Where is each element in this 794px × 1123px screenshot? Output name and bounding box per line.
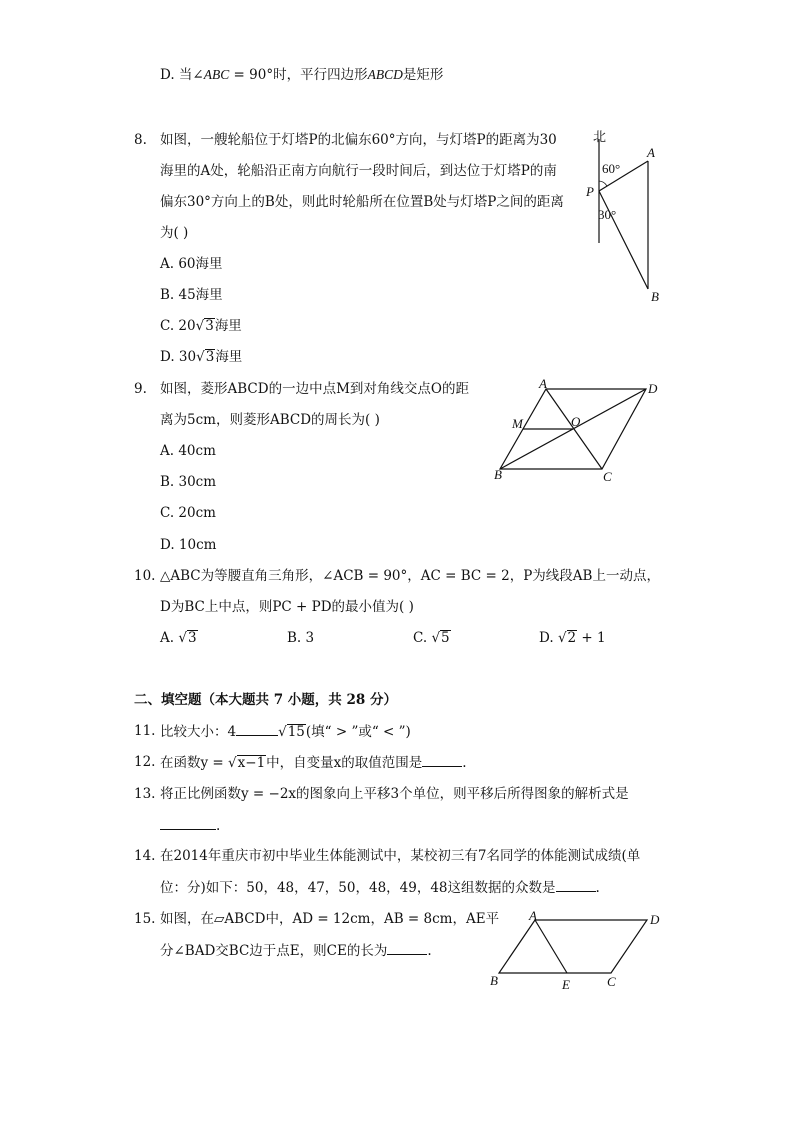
q10-c-prefix: C. — [413, 630, 432, 646]
q14-number: 14. — [134, 848, 156, 864]
q7-d-mid: = 90°时，平行四边形 — [229, 67, 368, 83]
q15-figure — [485, 905, 670, 995]
q12-prefix: 在函数y = — [160, 755, 229, 771]
q15-fig-c: C — [607, 974, 616, 989]
q14-text-line2: 位：分)如下：50，48，47，50，48，49，48这组数据的众数是 — [160, 880, 556, 896]
q13-answer-blank[interactable] — [160, 815, 216, 830]
q7-d-abcd: ABCD — [367, 67, 403, 82]
q11-prefix: 比较大小：4 — [160, 724, 237, 740]
q15-end: . — [427, 943, 432, 959]
q15-text-line1: 如图，在▱ABCD中，AD = 12cm，AB = 8cm，AE平 — [160, 911, 500, 927]
q9-fig-m: M — [512, 416, 523, 431]
q10-text-line1: △ABC为等腰直角三角形，∠ACB = 90°，AC = BC = 2，P为线段AB上一动点， — [160, 568, 660, 584]
q13-answer-line — [160, 815, 220, 836]
q9-text-line1: 如图，菱形ABCD的一边中点M到对角线交点O的距 — [160, 381, 469, 397]
q8-fig-angle2: 30° — [598, 207, 617, 222]
q10-number: 10. — [134, 568, 156, 584]
q10-c-root: 5 — [441, 630, 450, 646]
q12-root: x−1 — [237, 755, 266, 771]
q13-text-line1: 将正比例函数y = −2x的图象向上平移3个单位，则平移后所得图象的解析式是 — [160, 786, 629, 802]
q14-text-line1: 在2014年重庆市初中毕业生体能测试中，某校初三有7名同学的体能测试成绩(单 — [160, 848, 641, 864]
q8-c-root: 3 — [205, 318, 214, 334]
q7-option-d — [160, 65, 443, 85]
q8-fig-a: A — [647, 145, 655, 160]
q9-option-d[interactable]: D. 10cm — [160, 537, 217, 553]
q15-text-line2-wrap — [160, 940, 432, 961]
q10-option-b[interactable]: B. 3 — [287, 630, 315, 646]
q11-suffix: (填“ > ”或“ < ”) — [305, 724, 411, 740]
section2-title: 二、填空题（本大题共 7 小题，共 28 分） — [134, 692, 397, 708]
q8-d-root: 3 — [205, 349, 215, 365]
q7-d-suffix: 是矩形 — [402, 67, 444, 83]
q8-fig-angle1: 60° — [602, 161, 621, 176]
q10-d-suffix: + 1 — [577, 630, 606, 646]
q8-fig-north: 北 — [593, 129, 607, 144]
q11-root: 15 — [287, 724, 305, 740]
q8-d-suffix: 海里 — [215, 349, 243, 365]
q10-text-line2: D为BC上中点，则PC + PD的最小值为( ) — [160, 599, 414, 615]
q10-option-d[interactable]: D. √2 + 1 — [539, 630, 606, 646]
q15-fig-e: E — [562, 977, 570, 992]
q10-a-root: 3 — [187, 630, 197, 646]
q11-answer-blank[interactable] — [236, 721, 278, 736]
q15-answer-blank[interactable] — [387, 940, 427, 955]
q9-number: 9. — [134, 381, 147, 397]
q8-figure — [580, 125, 670, 310]
q8-text-line3: 偏东30°方向上的B处，则此时轮船所在位置B处与灯塔P之间的距离 — [160, 194, 564, 210]
q12-answer-blank[interactable] — [422, 752, 462, 767]
q8-d-prefix: D. 30 — [160, 349, 197, 365]
q13-end: . — [216, 818, 221, 834]
q13-number: 13. — [134, 786, 156, 802]
q8-text-line2: 海里的A处，轮船沿正南方向航行一段时间后，到达位于灯塔P的南 — [160, 163, 557, 179]
q9-fig-c: C — [603, 469, 612, 484]
q7-d-abc: ABC — [203, 67, 230, 82]
q7-d-prefix: D. 当∠ — [160, 67, 204, 83]
q8-c-prefix: C. 20 — [160, 318, 196, 334]
q15-number: 15. — [134, 911, 156, 927]
q15-fig-b: B — [490, 973, 498, 988]
q11-text: 比较大小：4 √15(填“ > ”或“ < ”) — [160, 721, 411, 742]
q12-number: 12. — [134, 754, 156, 770]
q9-text-line2: 离为5cm，则菱形ABCD的周长为( ) — [160, 412, 380, 428]
q12-suffix: 中，自变量x的取值范围是 — [266, 755, 423, 771]
q9-fig-b: B — [494, 467, 502, 482]
q14-text-line2-wrap — [160, 877, 600, 898]
q9-fig-o: O — [571, 414, 581, 429]
q10-option-a[interactable]: A. √3 — [160, 630, 197, 646]
q8-option-d[interactable]: D. 30√3海里 — [160, 349, 243, 365]
q8-text-line4: 为( ) — [160, 225, 189, 241]
q9-option-b[interactable]: B. 30cm — [160, 474, 217, 490]
q10-d-prefix: D. — [539, 630, 558, 646]
q9-option-a[interactable]: A. 40cm — [160, 443, 216, 459]
q15-fig-a: A — [529, 908, 537, 923]
q8-option-c[interactable]: C. 20√3海里 — [160, 318, 242, 334]
q8-c-suffix: 海里 — [214, 318, 242, 334]
q10-d-root: 2 — [567, 630, 577, 646]
q8-fig-p: P — [586, 184, 594, 199]
q9-fig-a: A — [539, 376, 547, 391]
q11-number: 11. — [134, 723, 156, 739]
q9-fig-d: D — [648, 381, 658, 396]
q9-option-c[interactable]: C. 20cm — [160, 505, 216, 521]
q12-end: . — [462, 755, 467, 771]
q10-a-prefix: A. — [160, 630, 179, 646]
q12-text: 在函数y = √x−1中，自变量x的取值范围是 . — [160, 752, 467, 773]
q10-option-c[interactable]: C. √5 — [413, 630, 450, 646]
q8-fig-b: B — [651, 289, 659, 304]
q9-figure — [490, 375, 670, 485]
q8-option-b[interactable]: B. 45海里 — [160, 287, 223, 303]
q8-text-line1: 如图，一艘轮船位于灯塔P的北偏东60°方向，与灯塔P的距离为30 — [160, 132, 557, 148]
q14-end: . — [595, 880, 600, 896]
q15-text-line2: 分∠BAD交BC边于点E，则CE的长为 — [160, 943, 388, 959]
q8-number: 8. — [134, 132, 147, 148]
q15-fig-d: D — [650, 912, 660, 927]
q8-option-a[interactable]: A. 60海里 — [160, 256, 223, 272]
q14-answer-blank[interactable] — [556, 877, 596, 892]
